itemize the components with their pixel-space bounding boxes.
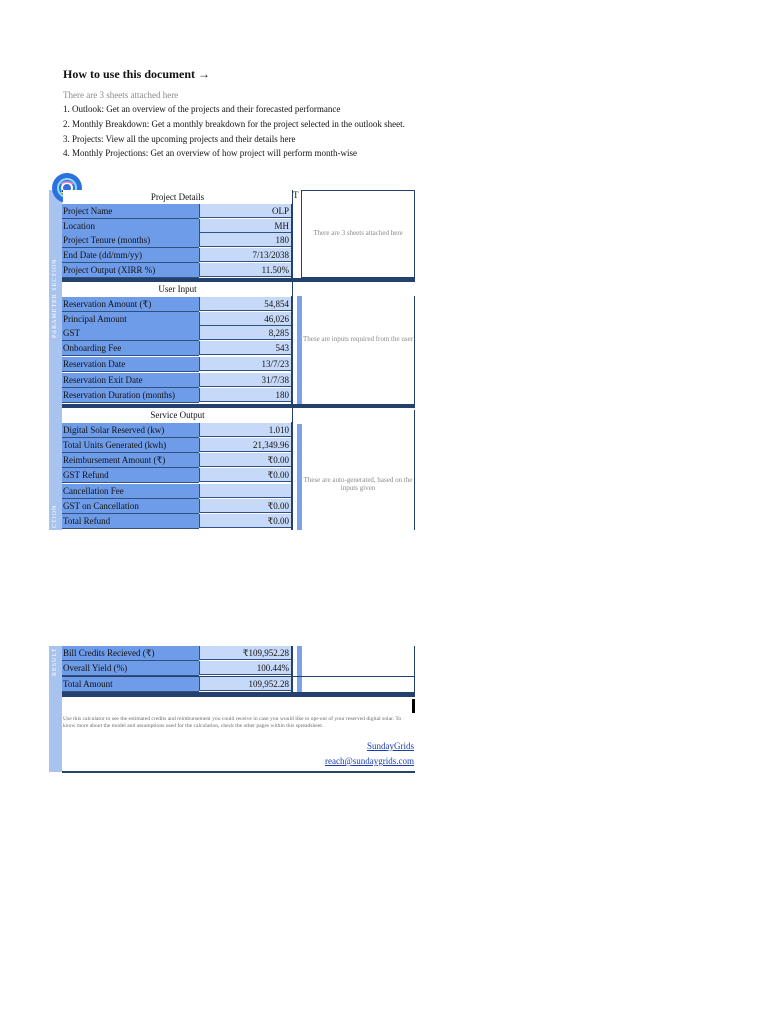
input-note: These are inputs required from the user: [303, 335, 414, 343]
row-label: Principal Amount: [62, 312, 199, 327]
row-label: GST: [62, 326, 199, 341]
row-value[interactable]: 7/13/2038: [199, 248, 291, 262]
howto-step: 4. Monthly Projections: Get an overview of how project will perform month-wise: [63, 148, 357, 158]
row-value: ₹109,952.28: [199, 646, 291, 660]
row-label: Project Tenure (months): [62, 233, 199, 248]
row-label: Onboarding Fee: [62, 341, 199, 356]
output-note: These are auto-generated, based on the inputs given: [303, 476, 413, 492]
row-value[interactable]: 13/7/23: [199, 357, 291, 371]
row-label: Reservation Amount (₹): [62, 297, 199, 312]
howto-title: How to use this document →: [63, 67, 211, 81]
input-accent-bar: [297, 296, 302, 404]
row-label: Overall Yield (%): [62, 661, 199, 676]
row-value: [199, 484, 291, 498]
row-label: Reimbursement Amount (₹): [62, 453, 199, 468]
footer-bottom-border: [62, 771, 415, 773]
result-accent-bar: [297, 646, 302, 692]
input-note-edge: [414, 296, 415, 404]
row-value[interactable]: 31/7/38: [199, 373, 291, 387]
row-label: Total Amount: [62, 677, 199, 692]
email-link[interactable]: reach@sundaygrids.com: [324, 756, 414, 766]
howto-step: 1. Outlook: Get an overview of the projects and their forecasted performance: [63, 104, 341, 114]
row-value[interactable]: 180: [199, 233, 291, 247]
row-value: 1.010: [199, 423, 291, 437]
row-value[interactable]: 8,285: [199, 326, 291, 340]
howto-subtitle: There are 3 sheets attached here: [63, 90, 179, 100]
row-value[interactable]: MH: [199, 219, 291, 233]
stray-text: T: [293, 190, 299, 200]
project-note: There are 3 sheets attached here: [313, 229, 403, 237]
row-value[interactable]: 543: [199, 341, 291, 355]
howto-step: 3. Projects: View all the upcoming projects and their details here: [63, 134, 296, 144]
row-value: ₹0.00: [199, 499, 291, 513]
howto-step: 2. Monthly Breakdown: Get a monthly breakdown for the project selected in the outlook sheet.: [63, 119, 405, 129]
result-section-label: RESULT: [52, 647, 58, 676]
value-column-border: [291, 190, 293, 530]
row-label: Location: [62, 219, 199, 234]
row-value[interactable]: OLP: [199, 204, 291, 218]
calculation-section-label: CTION: [52, 504, 58, 528]
value-column-border: [291, 646, 293, 692]
row-label: Reservation Date: [62, 357, 199, 372]
row-value: ₹0.00: [199, 514, 291, 528]
row-value[interactable]: 180: [199, 388, 291, 402]
row-value: 100.44%: [199, 661, 291, 675]
row-label: Cancellation Fee: [62, 484, 199, 499]
row-value[interactable]: 54,854: [199, 297, 291, 311]
disclaimer-text: Use this calculator to see the estimated credits and reimbursement you could receive in case you would like to opt-out of your reserved digital solar. To know more about the model and assumptions used for the calculation, check the other pages within this spreadsheet.: [63, 716, 402, 729]
sundaygrids-link[interactable]: SundayGrids: [367, 741, 414, 751]
row-label: Digital Solar Reserved (kw): [62, 423, 199, 438]
row-value: 21,349.96: [199, 438, 291, 452]
row-value: ₹0.00: [199, 453, 291, 467]
row-label: Reservation Exit Date: [62, 373, 199, 388]
row-value[interactable]: 11.50%: [199, 263, 291, 277]
output-accent-bar: [297, 424, 302, 530]
row-label: Total Refund: [62, 514, 199, 529]
output-note-edge: [414, 410, 415, 530]
result-divider: [62, 692, 415, 697]
result-note-edge: [414, 646, 415, 692]
row-value: 109,952.28: [199, 677, 291, 691]
parameter-section-label: PARAMETER SECTION: [52, 258, 58, 338]
row-value: ₹0.00: [199, 468, 291, 482]
row-label: Bill Credits Recieved (₹): [62, 646, 199, 661]
row-label: Project Output (XIRR %): [62, 263, 199, 278]
cursor-mark: [412, 699, 415, 713]
section-heading-user-input: User Input: [63, 282, 292, 296]
row-label: GST Refund: [62, 468, 199, 483]
row-label: End Date (dd/mm/yy): [62, 248, 199, 263]
section-heading-project-details: Project Details: [63, 190, 292, 204]
section-heading-service-output: Service Output: [63, 408, 292, 422]
row-label: Total Units Generated (kwh): [62, 438, 199, 453]
row-value[interactable]: 46,026: [199, 312, 291, 326]
row-label: GST on Cancellation: [62, 499, 199, 514]
row-label: Project Name: [62, 204, 199, 219]
row-label: Reservation Duration (months): [62, 388, 199, 403]
